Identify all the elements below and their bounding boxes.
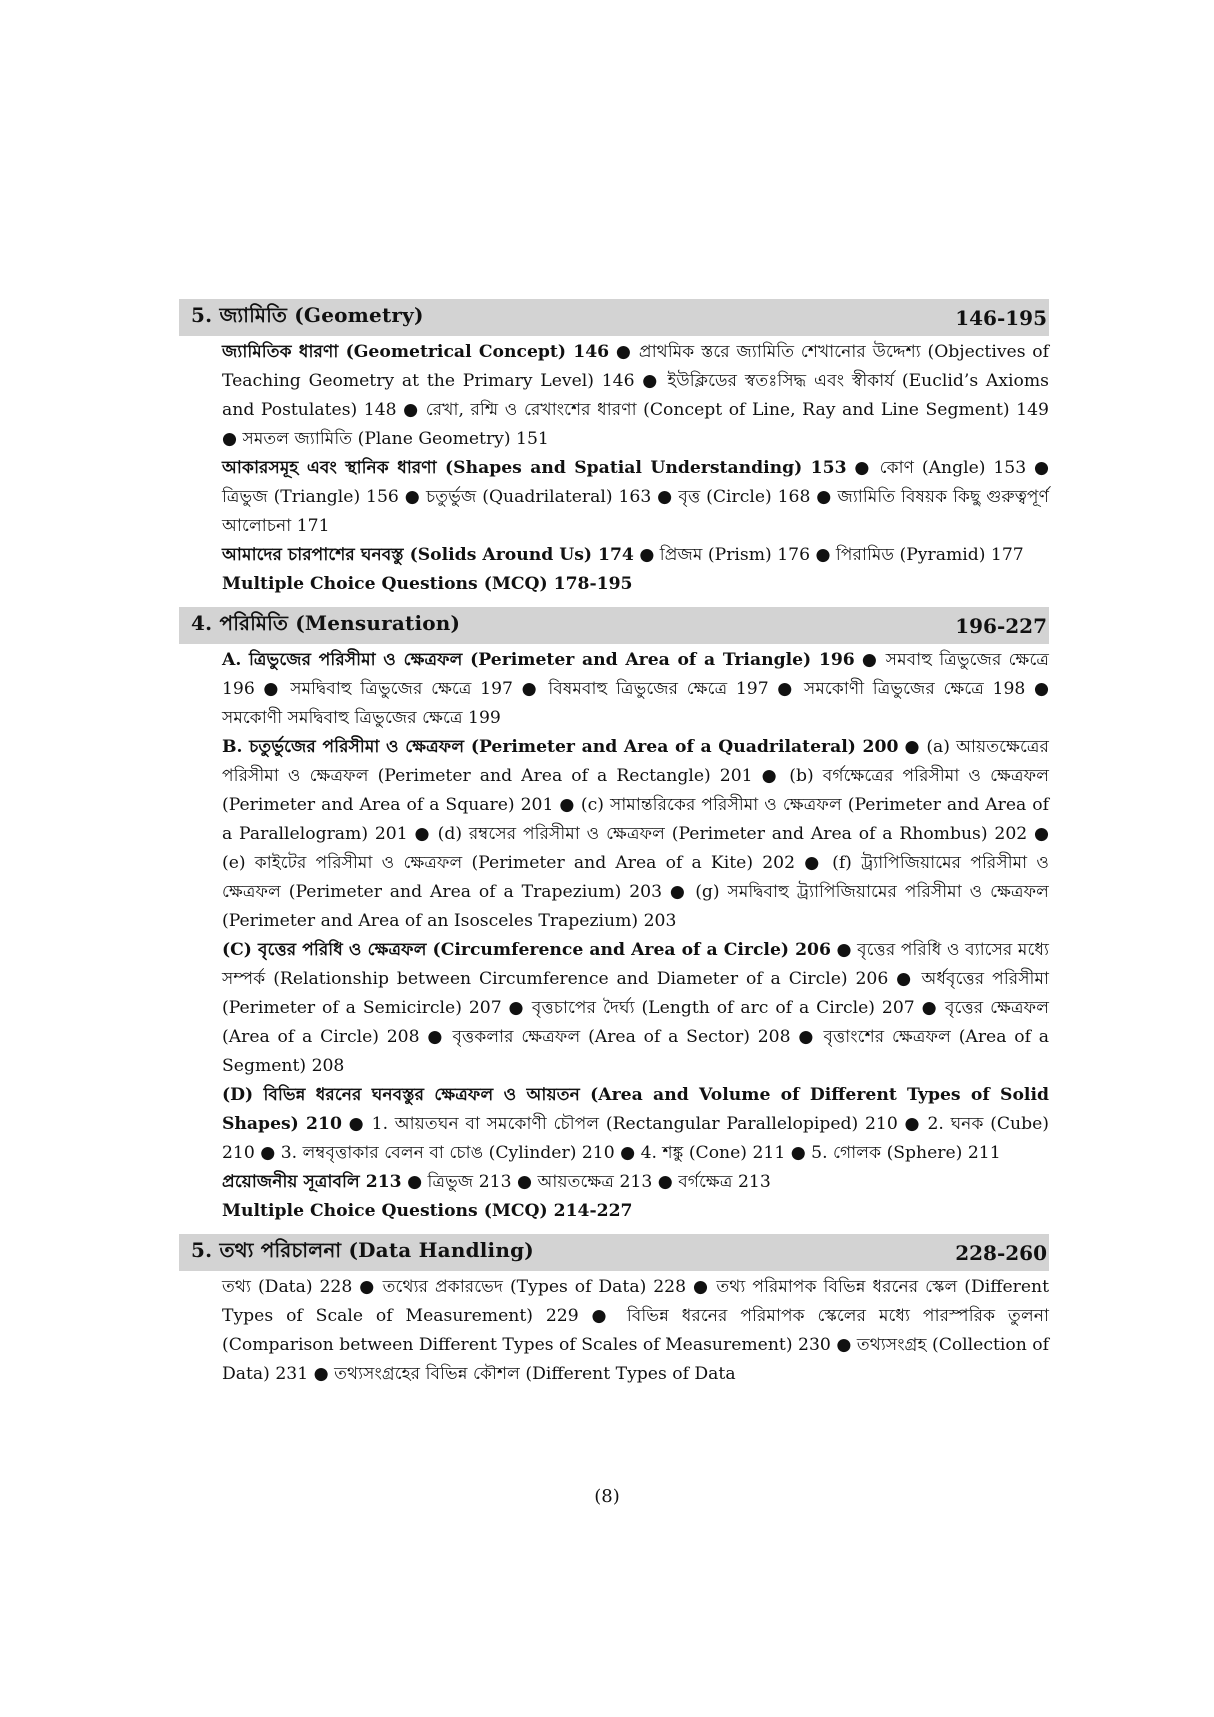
toc-mcq-heading: Multiple Choice Questions (MCQ) 178-195	[222, 574, 633, 594]
toc-heading: B. চতুর্ভুজের পরিসীমা ও ক্ষেত্রফল (Perimeter and Area of a Quadrilateral) 200	[222, 737, 899, 757]
toc-heading: (C) বৃত্তের পরিধি ও ক্ষেত্রফল (Circumference and Area of a Circle) 206	[222, 940, 831, 960]
section-header-data-handling	[179, 1234, 1049, 1271]
toc-paragraph	[222, 454, 1049, 541]
toc-text: তথ্য (Data) 228 ● তথ্যের প্রকারভেদ (Types of Data) 228 ● তথ্য পরিমাপক বিভিন্ন ধরনের স্কেল (Different Types of Scale of Measurement) 229 ● বিভিন্ন ধরনের পরিমাপক স্কেলের মধ্যে পারস্পরিক তুলনা (Comparison between Different Types of Scales of Measurement) 230 ● তথ্যসংগ্রহ (Collection of Data) 231 ● তথ্যসংগ্রহের বিভিন্ন কৌশল (Different Types of Data	[222, 1277, 1049, 1384]
toc-content	[179, 299, 1049, 1389]
toc-paragraph	[222, 338, 1049, 454]
toc-paragraph	[222, 1273, 1049, 1389]
section-header-mensuration	[179, 607, 1049, 644]
toc-text: ● বৃত্তের পরিধি ও ব্যাসের মধ্যে সম্পর্ক (Relationship between Circumference and Diameter of a Circle) 206 ● অর্ধবৃত্তের পরিসীমা (Perimeter of a Semicircle) 207 ● বৃত্তচাপের দৈর্ঘ্য (Length of arc of a Circle) 207 ● বৃত্তের ক্ষেত্রফল (Area of a Circle) 208 ● বৃত্তকলার ক্ষেত্রফল (Area of a Sector) 208 ● বৃত্তাংশের ক্ষেত্রফল (Area of a Segment) 208	[222, 940, 1049, 1076]
toc-paragraph	[222, 733, 1049, 936]
toc-paragraph	[222, 1168, 1049, 1197]
toc-paragraph	[222, 1081, 1049, 1168]
toc-paragraph	[222, 1197, 1049, 1226]
section-page-range: 146-195	[955, 305, 1047, 330]
toc-text: ● সমবাহু ত্রিভুজের ক্ষেত্রে 196 ● সমদ্বিবাহু ত্রিভুজের ক্ষেত্রে 197 ● বিষমবাহু ত্রিভুজের ক্ষেত্রে 197 ● সমকোণী ত্রিভুজের ক্ষেত্রে 198 ● সমকোণী সমদ্বিবাহু ত্রিভুজের ক্ষেত্রে 199	[222, 650, 1050, 728]
toc-paragraph	[222, 936, 1049, 1081]
toc-text: ● প্রাথমিক স্তরে জ্যামিতি শেখানোর উদ্দেশ্য (Objectives of Teaching Geometry at the Primary Level) 146 ● ইউক্লিডের স্বতঃসিদ্ধ এবং স্বীকার্য (Euclid’s Axioms and Postulates) 148 ● রেখা, রশ্মি ও রেখাংশের ধারণা (Concept of Line, Ray and Line Segment) 149 ● সমতল জ্যামিতি (Plane Geometry) 151	[222, 342, 1049, 449]
toc-paragraph	[222, 646, 1049, 733]
toc-text: ● কোণ (Angle) 153 ● ত্রিভুজ (Triangle) 156 ● চতুর্ভুজ (Quadrilateral) 163 ● বৃত্ত (Circle) 168 ● জ্যামিতি বিষয়ক কিছু গুরুত্বপূর্ণ আলোচনা 171	[222, 458, 1050, 536]
toc-heading: জ্যামিতিক ধারণা (Geometrical Concept) 146	[222, 342, 610, 362]
toc-paragraph	[222, 570, 1049, 599]
section-page-range: 196-227	[955, 613, 1047, 638]
toc-paragraph	[222, 541, 1049, 570]
toc-heading: A. ত্রিভুজের পরিসীমা ও ক্ষেত্রফল (Perimeter and Area of a Triangle) 196	[222, 650, 855, 670]
section-title: 4. পরিমিতি (Mensuration)	[191, 611, 461, 635]
toc-heading: প্রয়োজনীয় সূত্রাবলি 213	[222, 1172, 402, 1192]
toc-heading: আকারসমূহ এবং স্থানিক ধারণা (Shapes and Spatial Understanding) 153	[222, 458, 847, 478]
toc-text: ● ত্রিভুজ 213 ● আয়তক্ষেত্র 213 ● বর্গক্ষেত্র 213	[401, 1172, 771, 1192]
section-body-geometry	[179, 338, 1049, 599]
toc-text: ● 1. আয়তঘন বা সমকোণী চৌপল (Rectangular Parallelopiped) 210 ● 2. ঘনক (Cube) 210 ● 3. লম্ববৃত্তাকার বেলন বা চোঙ (Cylinder) 210 ● 4. শঙ্কু (Cone) 211 ● 5. গোলক (Sphere) 211	[222, 1114, 1049, 1163]
section-header-geometry	[179, 299, 1049, 336]
section-body-mensuration	[179, 646, 1049, 1226]
toc-mcq-heading: Multiple Choice Questions (MCQ) 214-227	[222, 1201, 633, 1221]
section-title: 5. জ্যামিতি (Geometry)	[191, 303, 424, 327]
section-page-range: 228-260	[955, 1240, 1047, 1265]
toc-heading: (D) বিভিন্ন ধরনের ঘনবস্তুর ক্ষেত্রফল ও আয়তন (Area and Volume of Different Types of Solid Shapes) 210	[222, 1085, 1049, 1134]
toc-text: ● প্রিজম (Prism) 176 ● পিরামিড (Pyramid) 177	[633, 545, 1024, 565]
page-number: (8)	[594, 1486, 620, 1507]
section-body-data-handling	[179, 1273, 1049, 1389]
toc-text: ● (a) আয়তক্ষেত্রের পরিসীমা ও ক্ষেত্রফল (Perimeter and Area of a Rectangle) 201 ● (b) বর্গক্ষেত্রের পরিসীমা ও ক্ষেত্রফল (Perimeter and Area of a Square) 201 ● (c) সামান্তরিকের পরিসীমা ও ক্ষেত্রফল (Perimeter and Area of a Parallelogram) 201 ● (d) রম্বসের পরিসীমা ও ক্ষেত্রফল (Perimeter and Area of a Rhombus) 202 ● (e) কাইটের পরিসীমা ও ক্ষেত্রফল (Perimeter and Area of a Kite) 202 ● (f) ট্র্যাপিজিয়ামের পরিসীমা ও ক্ষেত্রফল (Perimeter and Area of a Trapezium) 203 ● (g) সমদ্বিবাহু ট্র্যাপিজিয়ামের পরিসীমা ও ক্ষেত্রফল (Perimeter and Area of an Isosceles Trapezium) 203	[222, 737, 1050, 931]
section-title: 5. তথ্য পরিচালনা (Data Handling)	[191, 1238, 534, 1262]
toc-heading: আমাদের চারপাশের ঘনবস্তু (Solids Around Us) 174	[222, 545, 634, 565]
